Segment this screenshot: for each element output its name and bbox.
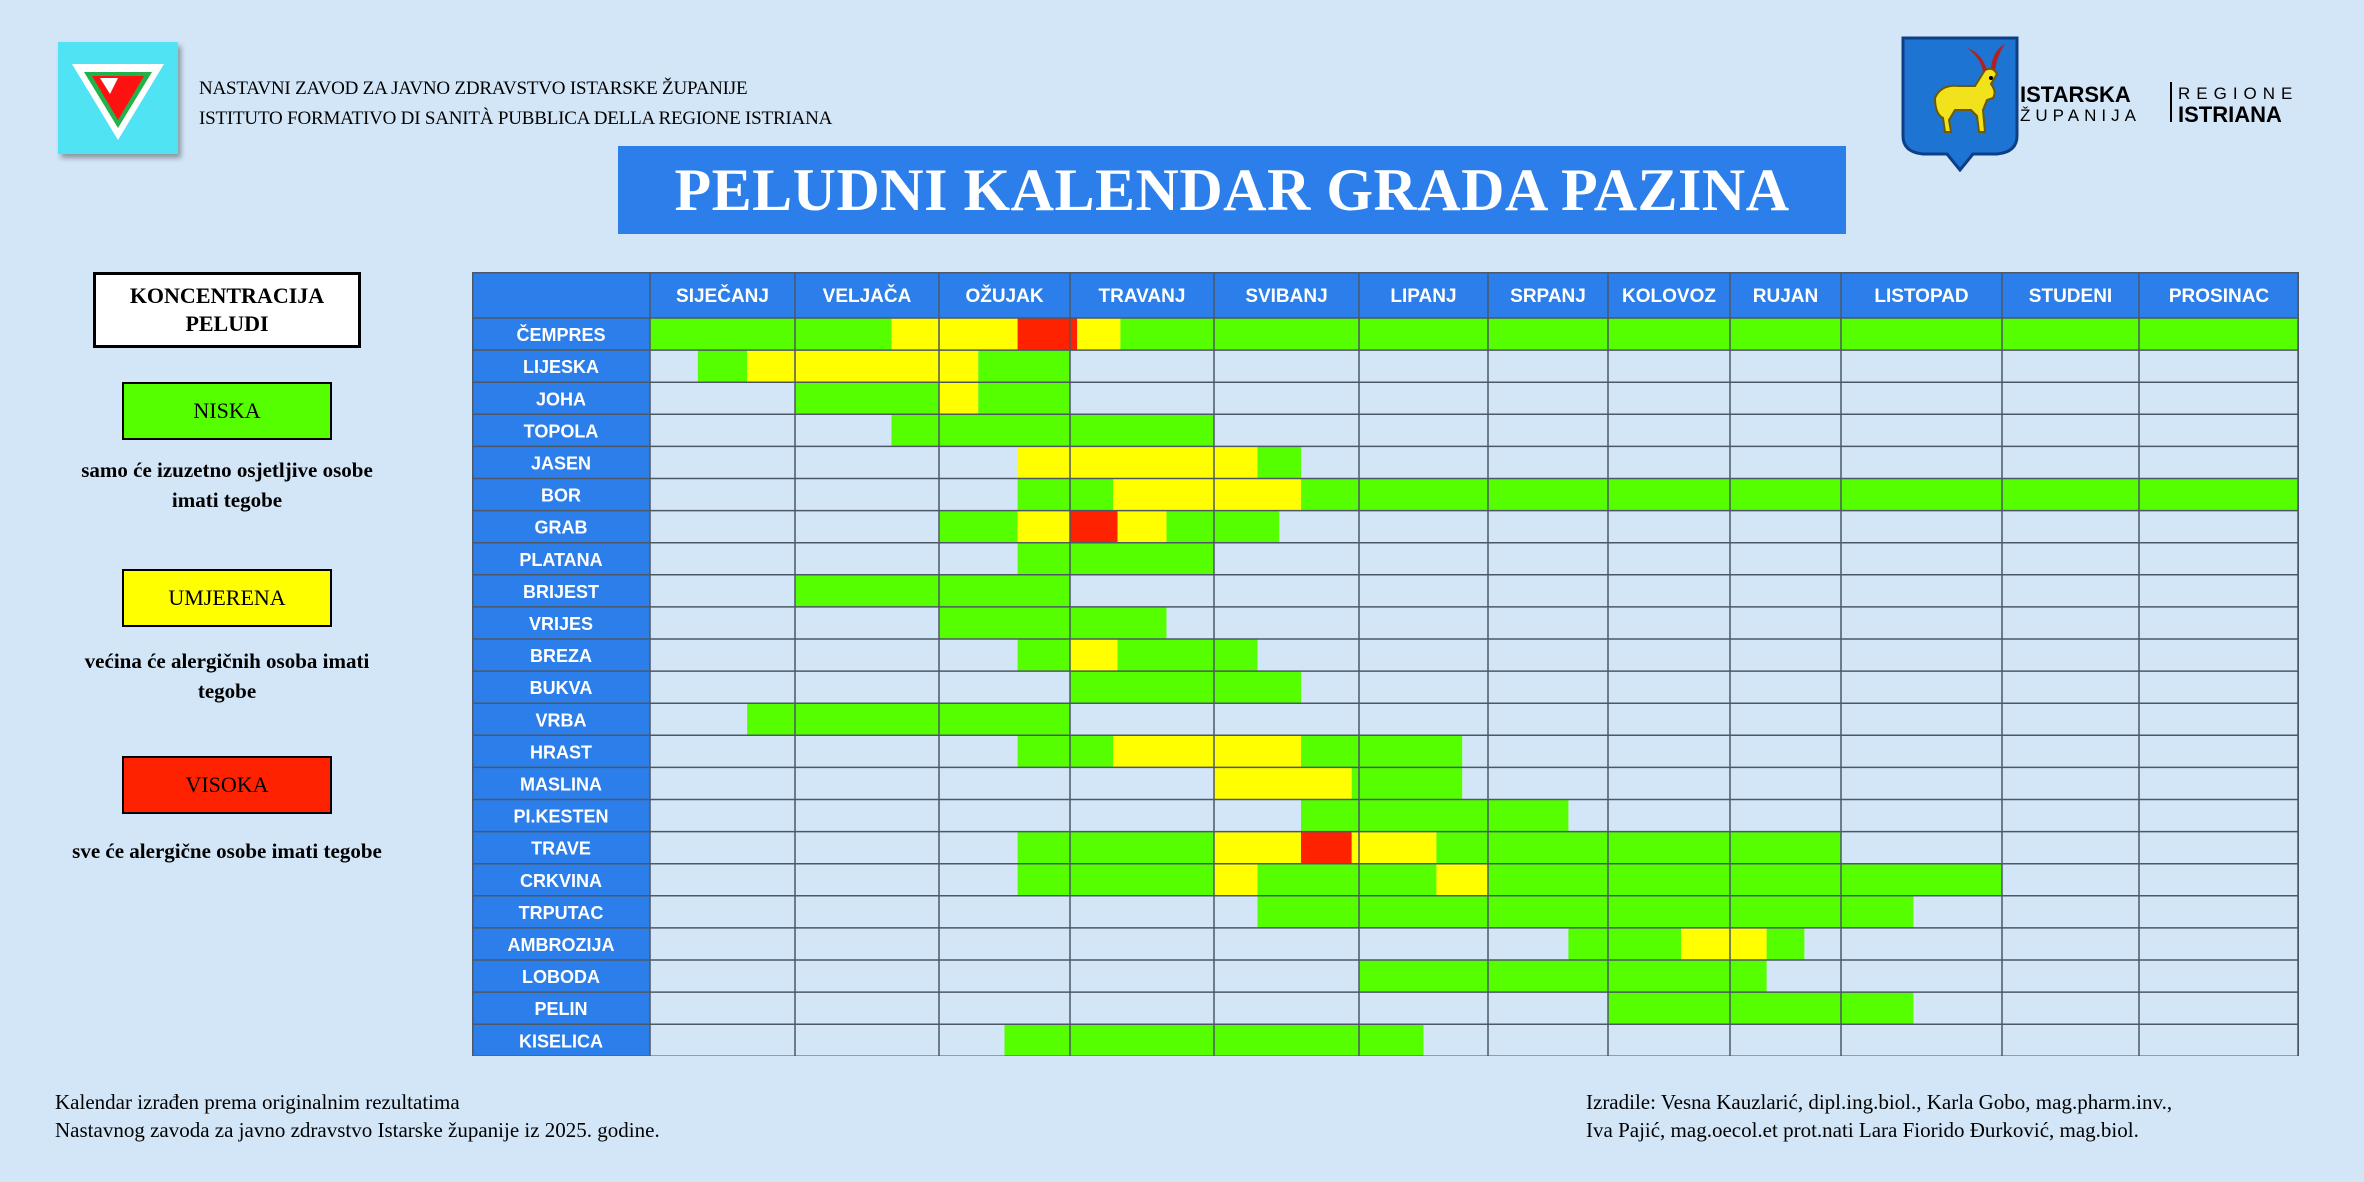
region-divider xyxy=(2170,82,2172,122)
pollen-segment xyxy=(1070,511,1118,543)
pollen-calendar-svg xyxy=(472,272,2299,1056)
plant-label: LIJESKA xyxy=(522,357,600,378)
legend-high-box: VISOKA xyxy=(122,756,332,814)
month-label-1: VELJAČA xyxy=(822,286,912,307)
plant-label: TRPUTAC xyxy=(518,902,604,923)
pollen-segment xyxy=(1301,479,2299,511)
pollen-segment xyxy=(939,607,1166,639)
month-label-10: STUDENI xyxy=(2028,286,2113,307)
pollen-segment xyxy=(891,318,1017,350)
pollen-segment xyxy=(795,382,939,414)
pollen-segment xyxy=(1118,511,1167,543)
plant-label: ČEMPRES xyxy=(516,325,606,346)
pollen-segment xyxy=(1018,832,1214,864)
pollen-segment xyxy=(939,382,978,414)
pollen-segment xyxy=(1018,318,1078,350)
red-triangle-logo-icon xyxy=(58,42,178,154)
month-label-0: SIJEČANJ xyxy=(676,286,769,307)
plant-label: KISELICA xyxy=(518,1031,604,1052)
region-crest xyxy=(1901,36,2019,172)
istria-goat-crest-icon xyxy=(1901,36,2019,172)
pollen-segment xyxy=(1301,832,1352,864)
plant-label: JASEN xyxy=(530,453,592,474)
calendar-background xyxy=(472,272,2299,1056)
legend-moderate-desc: većina će alergičnih osoba imati tegobe xyxy=(84,649,370,703)
pollen-segment xyxy=(1018,543,1214,575)
region-name xyxy=(2020,78,2320,128)
region-name-it-2: ISTRIANA xyxy=(2178,102,2282,127)
pollen-segment xyxy=(1018,639,1070,671)
pollen-segment xyxy=(1018,446,1258,478)
pollen-segment xyxy=(1113,735,1301,767)
footer-source-line1: Kalendar izrađen prema originalnim rezultatima xyxy=(55,1090,460,1114)
pollen-segment xyxy=(1113,479,1301,511)
pollen-segment xyxy=(698,350,747,382)
month-label-4: SVIBANJ xyxy=(1245,286,1328,307)
region-name-hr-2: ŽUPANIJA xyxy=(2020,106,2141,125)
pollen-segment xyxy=(1070,671,1301,703)
pollen-segment xyxy=(1608,992,1913,1024)
pollen-segment xyxy=(747,350,978,382)
plant-label: PLATANA xyxy=(519,549,603,570)
footer-source-line2: Nastavnog zavoda za javno zdravstvo Istarske županije iz 2025. godine. xyxy=(55,1118,660,1142)
region-name-hr-1: ISTARSKA xyxy=(2020,82,2131,107)
legend-heading: KONCENTRACIJA PELUDI xyxy=(93,272,361,348)
plant-label: BREZA xyxy=(530,646,592,667)
pollen-segment xyxy=(795,575,1070,607)
plant-label: BUKVA xyxy=(529,678,593,699)
plant-label: MASLINA xyxy=(520,774,602,795)
plant-label: VRBA xyxy=(535,710,587,731)
pollen-segment xyxy=(1436,864,1488,896)
pollen-segment xyxy=(1258,446,1302,478)
footer-authors-line1: Izradile: Vesna Kauzlarić, dipl.ing.biol., Karla Gobo, mag.pharm.inv., xyxy=(1586,1090,2173,1114)
legend-moderate-box: UMJERENA xyxy=(122,569,332,627)
legend-low-box: NISKA xyxy=(122,382,332,440)
pollen-calendar xyxy=(472,272,2299,1056)
pollen-segment xyxy=(1352,767,1462,799)
month-label-5: LIPANJ xyxy=(1390,286,1457,307)
month-label-11: PROSINAC xyxy=(2168,286,2270,307)
pollen-segment xyxy=(1301,735,1462,767)
pollen-segment xyxy=(1118,639,1258,671)
plant-label: PI.KESTEN xyxy=(513,806,609,827)
pollen-segment xyxy=(1018,511,1070,543)
pollen-segment xyxy=(1352,832,1437,864)
region-name-it-1: REGIONE xyxy=(2178,84,2299,103)
institute-name-it: ISTITUTO FORMATIVO DI SANITÀ PUBBLICA DELLA REGIONE ISTRIANA xyxy=(199,108,833,129)
footer-source xyxy=(55,1088,660,1144)
pollen-segment xyxy=(978,350,1070,382)
plant-label: HRAST xyxy=(530,742,592,763)
pollen-segment xyxy=(1258,864,1437,896)
month-label-7: KOLOVOZ xyxy=(1622,286,1716,307)
pollen-segment xyxy=(1214,832,1301,864)
plant-label: BRIJEST xyxy=(522,581,600,602)
pollen-segment xyxy=(1301,800,1568,832)
pollen-segment xyxy=(650,318,891,350)
pollen-segment xyxy=(1767,928,1805,960)
pollen-segment xyxy=(1166,511,1279,543)
pollen-segment xyxy=(1258,896,1914,928)
pollen-segment xyxy=(1070,639,1118,671)
plant-label: BOR xyxy=(541,485,581,506)
pollen-segment xyxy=(1359,960,1767,992)
institute-name-hr: NASTAVNI ZAVOD ZA JAVNO ZDRAVSTVO ISTARSKE ŽUPANIJE xyxy=(199,78,748,99)
pollen-segment xyxy=(1436,832,1841,864)
plant-label: TRAVE xyxy=(531,838,591,859)
pollen-segment xyxy=(978,382,1070,414)
month-label-3: TRAVANJ xyxy=(1098,286,1186,307)
plant-label: CRKVINA xyxy=(519,870,603,891)
pollen-segment xyxy=(1488,864,2002,896)
pollen-segment xyxy=(939,511,1018,543)
page-title: PELUDNI KALENDAR GRADA PAZINA xyxy=(618,146,1846,234)
pollen-segment xyxy=(891,414,1214,446)
legend-high-desc: sve će alergične osobe imati tegobe xyxy=(72,839,382,863)
pollen-segment xyxy=(1681,928,1766,960)
pollen-segment xyxy=(1018,735,1114,767)
pollen-segment xyxy=(1214,864,1258,896)
plant-label: JOHA xyxy=(535,389,587,410)
month-label-8: RUJAN xyxy=(1752,286,1819,307)
plant-label: PELIN xyxy=(534,999,588,1020)
month-label-6: SRPANJ xyxy=(1510,286,1586,307)
plant-label: TOPOLA xyxy=(523,421,599,442)
plant-label: GRAB xyxy=(534,517,588,538)
plant-label: AMBROZIJA xyxy=(507,934,615,955)
legend-low-desc: samo će izuzetno osjetljive osobe imati tegobe xyxy=(81,458,373,512)
plant-label: VRIJES xyxy=(528,613,594,634)
pollen-segment xyxy=(1120,318,2299,350)
month-label-2: OŽUJAK xyxy=(965,286,1044,307)
footer-authors xyxy=(1586,1088,2172,1144)
pollen-segment xyxy=(1568,928,1681,960)
plant-label: LOBODA xyxy=(522,967,600,988)
pollen-segment xyxy=(1214,767,1352,799)
pollen-segment xyxy=(1018,479,1114,511)
institute-logo xyxy=(58,42,178,154)
footer-authors-line2: Iva Pajić, mag.oecol.et prot.nati Lara Fiorido Đurković, mag.biol. xyxy=(1586,1118,2139,1142)
pollen-segment xyxy=(1077,318,1120,350)
pollen-segment xyxy=(1018,864,1214,896)
month-label-9: LISTOPAD xyxy=(1874,286,1969,307)
